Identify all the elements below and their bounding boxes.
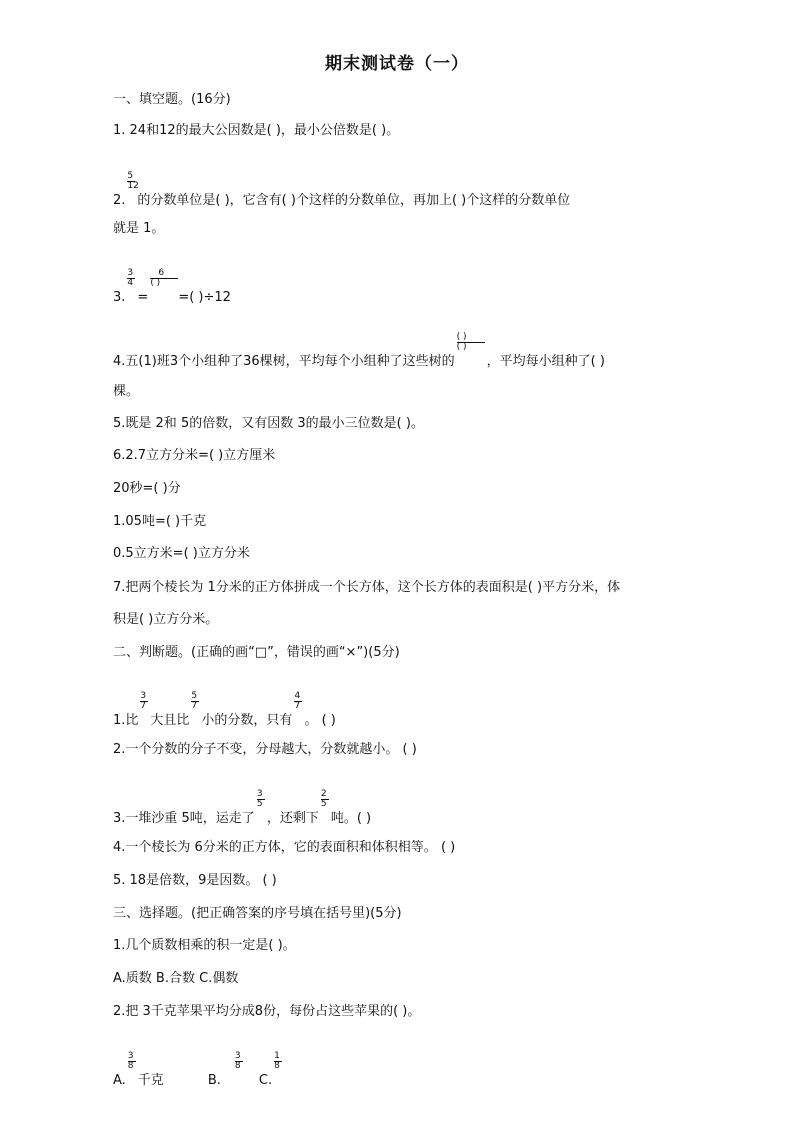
- s2-question-3: 3.一堆沙重 5吨，运走了 $\frac{3}{5}$ ，还剩下 $\frac{2}{5}$ 吨。( ): [113, 789, 372, 826]
- s2-question-4: 4.一个棱长为 6分米的正方体，它的表面积和体积相等。 ( ): [113, 840, 456, 855]
- fraction-5-12: $\frac{5}{12}$: [127, 171, 139, 191]
- s1-question-6c: 1.05吨=( )千克: [113, 514, 207, 529]
- s3-question-1: 1.几个质数相乘的积一定是( )。: [113, 938, 296, 953]
- fraction-2-5: $\frac{2}{5}$: [319, 806, 331, 822]
- s1-question-6a: 6.2.7立方分米=( )立方厘米: [113, 448, 276, 463]
- page-title: 期末测试卷（一）: [325, 54, 469, 74]
- s1-question-4-cont: 棵。: [113, 384, 140, 399]
- section-2-heading: 二、判断题。(正确的画“□”，错误的画“×”)(5分): [113, 645, 400, 660]
- s3-question-2: 2.把 3千克苹果平均分成8份，每份占这些苹果的( )。: [113, 1004, 421, 1019]
- s1-question-3: 3. $\frac{3}{4}$ = 6 ( ) =( )÷12: [113, 268, 231, 305]
- s1-question-2: 2. $\frac{5}{12}$ 的分数单位是( )，它含有( )个这样的分数单位，再加上( )个这样的分数单位: [113, 171, 571, 208]
- section-1-heading: 一、填空题。(16分): [113, 92, 231, 107]
- s1-question-7: 7.把两个棱长为 1分米的正方体拼成一个长方体，这个长方体的表面积是( )平方分米，体: [113, 580, 621, 595]
- s1-question-6b: 20秒=( )分: [113, 481, 181, 496]
- s1-question-4: 4.五(1)班3个小组种了36棵树，平均每个小组种了这些树的 $\frac{( )}{( )}$ ，平均每小组种了( ): [113, 332, 605, 369]
- s1-question-7-cont: 积是( )立方分米。: [113, 612, 219, 627]
- option-a-fraction-3-8: $\frac{3}{8}$: [126, 1068, 138, 1084]
- section-3-heading: 三、选择题。(把正确答案的序号填在括号里)(5分): [113, 906, 402, 921]
- s3-question-2-options: A. $\frac{3}{8}$ 千克 B. $\frac{3}{8}$ C. $\frac{1}{8}$: [113, 1068, 284, 1089]
- fraction-blank-blank: $\frac{( )}{( )}$: [455, 349, 487, 365]
- fraction-3-5: $\frac{3}{5}$: [255, 806, 267, 822]
- s1-question-6d: 0.5立方米=( )立方分米: [113, 546, 250, 561]
- option-c-fraction-1-8: $\frac{1}{8}$: [272, 1068, 284, 1084]
- fraction-4-7: $\frac{4}{7}$: [292, 708, 304, 724]
- fraction-3-4: $\frac{3}{4}$: [125, 285, 137, 301]
- s1-question-2-cont: 就是 1。: [113, 221, 165, 236]
- s2-question-2: 2.一个分数的分子不变，分母越大，分数就越小。 ( ): [113, 742, 417, 757]
- s1-question-1: 1. 24和12的最大公因数是( )，最小公倍数是( )。: [113, 123, 400, 138]
- fraction-5-7: $\frac{5}{7}$: [189, 708, 201, 724]
- s3-question-1-options: A.质数 B.合数 C.偶数: [113, 971, 239, 986]
- s2-question-5: 5. 18是倍数，9是因数。 ( ): [113, 873, 277, 888]
- fraction-3-7: $\frac{3}{7}$: [138, 708, 150, 724]
- option-b-fraction-3-8: $\frac{3}{8}$: [233, 1068, 245, 1084]
- s1-question-5: 5.既是 2和 5的倍数，又有因数 3的最小三位数是( )。: [113, 416, 424, 431]
- fraction-6-blank: 6 ( ): [148, 285, 178, 301]
- s2-question-1: 1.比 $\frac{3}{7}$ 大且比 $\frac{5}{7}$ 小的分数，只有 $\frac{4}{7}$ 。 ( ): [113, 691, 336, 728]
